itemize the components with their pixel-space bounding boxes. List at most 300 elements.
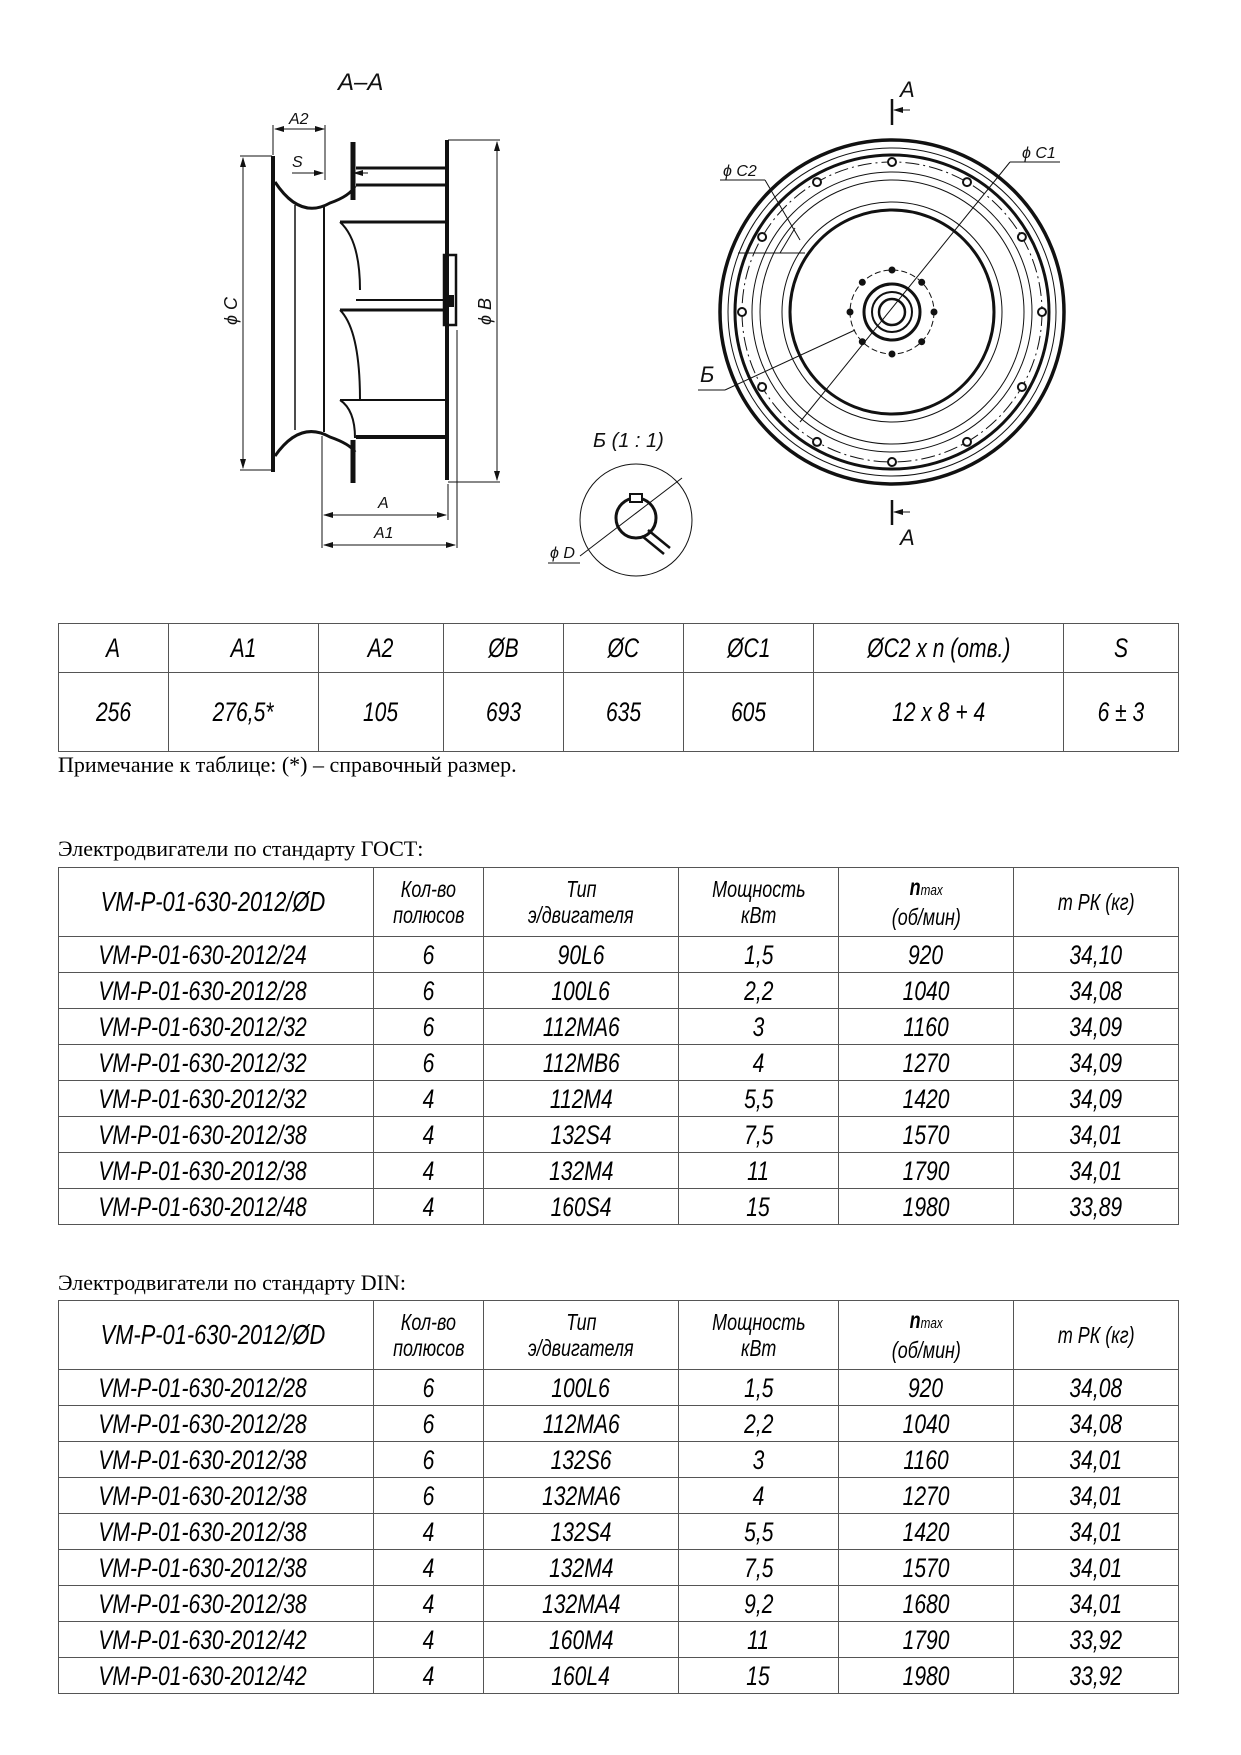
cell-power-text: 2,2: [743, 975, 774, 1006]
hub-hole-icon: [859, 279, 866, 286]
cell-poles: [374, 1189, 484, 1225]
header-a: A: [106, 632, 121, 663]
cell-mass: [1014, 1622, 1179, 1658]
cell-poles-text: 6: [422, 975, 435, 1006]
value-a2: 105: [363, 696, 399, 727]
header-power-line1: Мощность: [711, 876, 806, 902]
cell-motor-type-text: 132S6: [550, 1444, 612, 1475]
cell-poles-text: 4: [422, 1660, 435, 1691]
cell-model-text: VM-P-01-630-2012/48: [98, 1191, 307, 1222]
table-row: [59, 1550, 1179, 1586]
cell-poles: [374, 1009, 484, 1045]
header-poles: [374, 868, 484, 937]
cell-motor-type-text: 112MB6: [542, 1047, 620, 1078]
cell-nmax: [839, 1189, 1014, 1225]
cell-mass: [1014, 937, 1179, 973]
cell-motor-type: [484, 1442, 679, 1478]
cell-mass-text: 34,01: [1069, 1480, 1123, 1511]
header-type-line2: э/двигателя: [528, 1335, 634, 1361]
header-mass: [1014, 868, 1179, 937]
cell-mass: [1014, 973, 1179, 1009]
cell-model-text: VM-P-01-630-2012/38: [98, 1155, 307, 1186]
cell-poles-text: 6: [422, 1372, 435, 1403]
cell-motor-type: [484, 1514, 679, 1550]
cell-motor-type: [484, 1622, 679, 1658]
dimensions-value-cell: [169, 673, 319, 752]
cell-nmax-text: 920: [908, 1372, 944, 1403]
cell-motor-type: [484, 1478, 679, 1514]
cell-motor-type-text: 132M4: [548, 1155, 614, 1186]
header-n-sub: max: [920, 1315, 943, 1332]
cell-model: [59, 1658, 374, 1694]
value-phi-b: 693: [485, 696, 522, 727]
header-poles-line1: Кол-во: [400, 1309, 457, 1335]
header-phi-c1: ØC1: [726, 632, 771, 663]
dimensions-table: [58, 623, 1179, 752]
cell-power-text: 1,5: [743, 939, 774, 970]
dim-label-s: S: [292, 154, 303, 171]
cell-poles-text: 4: [422, 1516, 435, 1547]
cell-poles: [374, 1442, 484, 1478]
cell-power: [679, 1370, 839, 1406]
din-header-row: [59, 1301, 1179, 1370]
hub-hole-icon: [889, 267, 896, 274]
cell-power: [679, 1658, 839, 1694]
cell-motor-type: [484, 1658, 679, 1694]
dim-label-a1: A1: [374, 525, 394, 542]
cell-poles-text: 6: [422, 939, 435, 970]
cell-power-text: 3: [752, 1011, 765, 1042]
cell-poles-text: 4: [422, 1155, 435, 1186]
cell-poles-text: 4: [422, 1119, 435, 1150]
cell-mass: [1014, 1009, 1179, 1045]
header-poles-line2: полюсов: [392, 1335, 465, 1361]
cell-poles-text: 4: [422, 1588, 435, 1619]
cell-motor-type: [484, 1370, 679, 1406]
cell-motor-type: [484, 1153, 679, 1189]
cell-model-text: VM-P-01-630-2012/32: [98, 1011, 307, 1042]
cell-poles: [374, 1406, 484, 1442]
cut-label-top: A: [900, 77, 915, 102]
cell-mass-text: 34,01: [1069, 1119, 1123, 1150]
dimensions-value-cell: [319, 673, 444, 752]
cell-mass-text: 33,92: [1069, 1660, 1123, 1691]
cell-power: [679, 1189, 839, 1225]
table-row: [59, 1658, 1179, 1694]
header-power: [679, 868, 839, 937]
header-model-text: VM-P-01-630-2012/ØD: [100, 886, 326, 917]
cell-motor-type: [484, 1406, 679, 1442]
cell-mass: [1014, 1478, 1179, 1514]
cell-power-text: 3: [752, 1444, 765, 1475]
header-nmax: [839, 1301, 1014, 1370]
cell-power: [679, 1622, 839, 1658]
cell-mass: [1014, 1442, 1179, 1478]
table-row: [59, 1622, 1179, 1658]
header-mass-text: m РК (кг): [1057, 1322, 1135, 1348]
cell-model-text: VM-P-01-630-2012/24: [98, 939, 307, 970]
bolt-hole-icon: [963, 438, 971, 446]
header-mass: [1014, 1301, 1179, 1370]
cell-power: [679, 1478, 839, 1514]
cell-poles: [374, 1081, 484, 1117]
cell-mass-text: 34,09: [1069, 1047, 1123, 1078]
cell-motor-type-text: 100L6: [551, 1372, 611, 1403]
dimensions-value-cell: [1064, 673, 1179, 752]
cell-power: [679, 1045, 839, 1081]
front-view: [698, 77, 1064, 550]
section-view: [221, 69, 500, 548]
bolt-hole-icon: [1018, 233, 1026, 241]
dim-label-a2: A2: [289, 111, 309, 128]
bolt-hole-icon: [758, 383, 766, 391]
cell-power: [679, 1442, 839, 1478]
hub-hole-icon: [931, 309, 938, 316]
hub-hole-icon: [889, 351, 896, 358]
bolt-hole-icon: [738, 308, 746, 316]
cell-motor-type-text: 132S4: [550, 1516, 612, 1547]
gost-caption: Электродвигатели по стандарту ГОСТ:: [58, 836, 424, 861]
cell-mass: [1014, 1153, 1179, 1189]
value-phi-c2-n: 12 x 8 + 4: [891, 696, 986, 727]
cell-model-text: VM-P-01-630-2012/38: [98, 1552, 307, 1583]
cell-poles-text: 6: [422, 1444, 435, 1475]
cell-model: [59, 1622, 374, 1658]
cell-power-text: 4: [752, 1047, 765, 1078]
cell-model: [59, 1442, 374, 1478]
cell-poles: [374, 1045, 484, 1081]
cell-nmax-text: 1980: [902, 1191, 950, 1222]
detail-view: [548, 430, 692, 576]
cell-nmax-text: 1790: [902, 1155, 950, 1186]
cell-mass: [1014, 1081, 1179, 1117]
header-power-line2: кВт: [740, 1335, 777, 1361]
cell-nmax: [839, 1442, 1014, 1478]
cell-model-text: VM-P-01-630-2012/42: [98, 1660, 307, 1691]
cell-model-text: VM-P-01-630-2012/42: [98, 1624, 307, 1655]
cell-model-text: VM-P-01-630-2012/38: [98, 1480, 307, 1511]
cell-nmax: [839, 1658, 1014, 1694]
cell-motor-type: [484, 1117, 679, 1153]
cell-poles: [374, 1514, 484, 1550]
cell-nmax-text: 1420: [902, 1083, 950, 1114]
hub-hole-icon: [918, 279, 925, 286]
cell-motor-type-text: 112MA6: [542, 1408, 620, 1439]
cell-model: [59, 1081, 374, 1117]
cell-poles: [374, 1658, 484, 1694]
cell-power: [679, 937, 839, 973]
bolt-hole-icon: [888, 458, 896, 466]
cell-nmax: [839, 1550, 1014, 1586]
cell-nmax-text: 1040: [902, 1408, 950, 1439]
cell-power-text: 1,5: [743, 1372, 774, 1403]
table-row: [59, 1370, 1179, 1406]
dimensions-value-row: [59, 673, 1179, 752]
table-row: [59, 1045, 1179, 1081]
din-caption: Электродвигатели по стандарту DIN:: [58, 1270, 406, 1295]
cell-power-text: 11: [747, 1624, 770, 1655]
cell-model-text: VM-P-01-630-2012/28: [98, 1372, 307, 1403]
cell-mass: [1014, 1189, 1179, 1225]
table-row: [59, 1009, 1179, 1045]
cell-motor-type-text: 132S4: [550, 1119, 612, 1150]
cell-power: [679, 1153, 839, 1189]
dimensions-header-row: [59, 624, 1179, 673]
cell-model-text: VM-P-01-630-2012/38: [98, 1444, 307, 1475]
cell-power: [679, 1009, 839, 1045]
table-row: [59, 1406, 1179, 1442]
gost-header-row: [59, 868, 1179, 937]
cell-nmax: [839, 1514, 1014, 1550]
header-poles-line1: Кол-во: [400, 876, 457, 902]
section-title: A–A: [338, 69, 384, 96]
header-motor-type: [484, 1301, 679, 1370]
cell-mass: [1014, 1117, 1179, 1153]
cell-motor-type-text: 100L6: [551, 975, 611, 1006]
hub-hole-icon: [918, 338, 925, 345]
cell-power: [679, 1081, 839, 1117]
header-model: [59, 868, 374, 937]
cell-power-text: 5,5: [743, 1083, 774, 1114]
cut-label-bottom: A: [900, 525, 915, 550]
cell-mass-text: 34,08: [1069, 1408, 1123, 1439]
cell-model-text: VM-P-01-630-2012/28: [98, 1408, 307, 1439]
cell-motor-type-text: 90L6: [557, 939, 605, 970]
cell-mass-text: 34,08: [1069, 975, 1123, 1006]
header-power: [679, 1301, 839, 1370]
cell-nmax-text: 1790: [902, 1624, 950, 1655]
cell-nmax: [839, 1117, 1014, 1153]
cell-poles-text: 4: [422, 1083, 435, 1114]
cell-nmax: [839, 1153, 1014, 1189]
cell-power-text: 7,5: [743, 1552, 774, 1583]
cell-poles: [374, 1117, 484, 1153]
header-phi-c2-n: ØC2 x n (отв.): [866, 632, 1011, 663]
cell-power-text: 15: [746, 1191, 771, 1222]
dimensions-value-cell: [444, 673, 564, 752]
cell-poles: [374, 1153, 484, 1189]
cell-mass: [1014, 1406, 1179, 1442]
table-row: [59, 1514, 1179, 1550]
cell-nmax-text: 1680: [902, 1588, 950, 1619]
cell-nmax: [839, 1081, 1014, 1117]
din-motors-table: [58, 1300, 1179, 1694]
cell-power: [679, 1586, 839, 1622]
dimensions-header-cell: [444, 624, 564, 673]
cell-nmax: [839, 1045, 1014, 1081]
cell-nmax: [839, 973, 1014, 1009]
header-type-line1: Тип: [565, 876, 597, 902]
cell-model: [59, 1189, 374, 1225]
cell-poles: [374, 937, 484, 973]
header-poles-line2: полюсов: [392, 902, 465, 928]
cell-model: [59, 973, 374, 1009]
header-n-sub: max: [920, 882, 943, 899]
dim-label-phi-c: ϕ C: [221, 296, 241, 325]
table-note: Примечание к таблице: (*) – справочный размер.: [58, 752, 517, 777]
cell-poles: [374, 1550, 484, 1586]
cell-power: [679, 1406, 839, 1442]
cell-motor-type: [484, 1081, 679, 1117]
header-n: n: [909, 1307, 921, 1333]
cell-power: [679, 1514, 839, 1550]
table-row: [59, 1153, 1179, 1189]
phi-c1-label: ϕ C1: [1022, 145, 1056, 162]
phi-c2-label: ϕ C2: [723, 163, 757, 180]
cell-motor-type: [484, 1009, 679, 1045]
cell-motor-type-text: 112MA6: [542, 1011, 620, 1042]
detail-title: Б (1 : 1): [593, 430, 664, 452]
cell-poles-text: 6: [422, 1011, 435, 1042]
header-model: [59, 1301, 374, 1370]
cell-model: [59, 1550, 374, 1586]
value-s: 6 ± 3: [1097, 696, 1145, 727]
header-model-text: VM-P-01-630-2012/ØD: [100, 1319, 326, 1350]
cell-model: [59, 937, 374, 973]
header-type-line2: э/двигателя: [528, 902, 634, 928]
bolt-hole-icon: [1018, 383, 1026, 391]
cell-motor-type-text: 132M4: [548, 1552, 614, 1583]
header-type-line1: Тип: [565, 1309, 597, 1335]
cell-motor-type-text: 132MA6: [541, 1480, 621, 1511]
dimensions-header-cell: [564, 624, 684, 673]
cell-mass-text: 34,01: [1069, 1444, 1123, 1475]
cell-motor-type: [484, 1045, 679, 1081]
cell-mass-text: 34,01: [1069, 1516, 1123, 1547]
header-n-unit: (об/мин): [891, 904, 961, 930]
cell-nmax: [839, 1622, 1014, 1658]
table-row: [59, 937, 1179, 973]
cell-model: [59, 1045, 374, 1081]
cell-poles-text: 6: [422, 1047, 435, 1078]
cell-poles-text: 6: [422, 1408, 435, 1439]
header-n-unit: (об/мин): [891, 1337, 961, 1363]
bolt-hole-icon: [888, 158, 896, 166]
cell-nmax: [839, 1370, 1014, 1406]
dimensions-header-cell: [59, 624, 169, 673]
table-row: [59, 1586, 1179, 1622]
bolt-holes: [738, 158, 1046, 466]
cell-mass-text: 34,01: [1069, 1552, 1123, 1583]
dimensions-header-cell: [684, 624, 814, 673]
dimensions-value-cell: [59, 673, 169, 752]
cell-mass: [1014, 1370, 1179, 1406]
cell-nmax: [839, 1406, 1014, 1442]
cell-model: [59, 1153, 374, 1189]
cell-mass-text: 34,09: [1069, 1011, 1123, 1042]
cell-poles: [374, 1586, 484, 1622]
header-power-line1: Мощность: [711, 1309, 806, 1335]
table-row: [59, 1117, 1179, 1153]
cell-mass-text: 33,89: [1069, 1191, 1123, 1222]
cell-model: [59, 1009, 374, 1045]
header-mass-text: m РК (кг): [1057, 889, 1135, 915]
table-row: [59, 1189, 1179, 1225]
cell-mass: [1014, 1658, 1179, 1694]
bolt-hole-icon: [813, 178, 821, 186]
cell-nmax: [839, 1478, 1014, 1514]
header-phi-b: ØB: [488, 632, 519, 663]
cell-model-text: VM-P-01-630-2012/38: [98, 1516, 307, 1547]
cell-power: [679, 1117, 839, 1153]
cell-motor-type-text: 160S4: [550, 1191, 612, 1222]
drawing-canvas: [0, 0, 1241, 610]
technical-drawing: [0, 0, 1241, 610]
cell-motor-type: [484, 973, 679, 1009]
dimensions-value-cell: [814, 673, 1064, 752]
cell-power-text: 7,5: [743, 1119, 774, 1150]
detail-ref-label: Б: [700, 362, 715, 387]
cell-motor-type: [484, 937, 679, 973]
cell-nmax-text: 1270: [902, 1047, 950, 1078]
cell-mass-text: 34,01: [1069, 1588, 1123, 1619]
table-row: [59, 1478, 1179, 1514]
cell-nmax-text: 1160: [903, 1444, 949, 1475]
header-power-line2: кВт: [740, 902, 777, 928]
gost-motors-table: [58, 867, 1179, 1225]
cell-mass: [1014, 1514, 1179, 1550]
bolt-hole-icon: [1038, 308, 1046, 316]
cell-motor-type: [484, 1189, 679, 1225]
cell-nmax-text: 1160: [903, 1011, 949, 1042]
value-a1: 276,5*: [213, 696, 274, 727]
cell-model-text: VM-P-01-630-2012/32: [98, 1083, 307, 1114]
cell-poles-text: 4: [422, 1552, 435, 1583]
header-a1: A1: [230, 632, 257, 663]
hub-hole-icon: [847, 309, 854, 316]
header-n: n: [909, 874, 921, 900]
cell-motor-type-text: 160M4: [548, 1624, 614, 1655]
cell-poles: [374, 1478, 484, 1514]
table-row: [59, 973, 1179, 1009]
dimensions-header-cell: [319, 624, 444, 673]
cell-power-text: 4: [752, 1480, 765, 1511]
cell-power: [679, 1550, 839, 1586]
header-nmax: [839, 868, 1014, 937]
cell-poles: [374, 1622, 484, 1658]
cell-power-text: 15: [746, 1660, 771, 1691]
dimensions-value-cell: [684, 673, 814, 752]
cell-mass-text: 34,08: [1069, 1372, 1123, 1403]
cell-power-text: 2,2: [743, 1408, 774, 1439]
table-row: [59, 1442, 1179, 1478]
cell-mass-text: 34,09: [1069, 1083, 1123, 1114]
cell-nmax: [839, 1009, 1014, 1045]
cell-model-text: VM-P-01-630-2012/38: [98, 1588, 307, 1619]
cell-nmax-text: 1420: [902, 1516, 950, 1547]
cell-nmax-text: 920: [908, 939, 944, 970]
bolt-hole-icon: [963, 178, 971, 186]
cell-motor-type-text: 160L4: [551, 1660, 611, 1691]
dimensions-header-cell: [1064, 624, 1179, 673]
cell-mass-text: 34,10: [1069, 939, 1123, 970]
value-phi-c: 635: [605, 696, 642, 727]
bolt-hole-icon: [813, 438, 821, 446]
cell-nmax: [839, 937, 1014, 973]
cell-mass-text: 33,92: [1069, 1624, 1123, 1655]
cell-nmax-text: 1570: [902, 1552, 950, 1583]
cell-model-text: VM-P-01-630-2012/38: [98, 1119, 307, 1150]
cell-power-text: 11: [747, 1155, 770, 1186]
cell-motor-type: [484, 1550, 679, 1586]
cell-motor-type-text: 132MA4: [541, 1588, 621, 1619]
cell-power: [679, 973, 839, 1009]
cell-poles-text: 4: [422, 1624, 435, 1655]
dimensions-value-cell: [564, 673, 684, 752]
cell-power-text: 5,5: [743, 1516, 774, 1547]
dim-label-a: A: [378, 495, 389, 512]
cell-mass: [1014, 1550, 1179, 1586]
